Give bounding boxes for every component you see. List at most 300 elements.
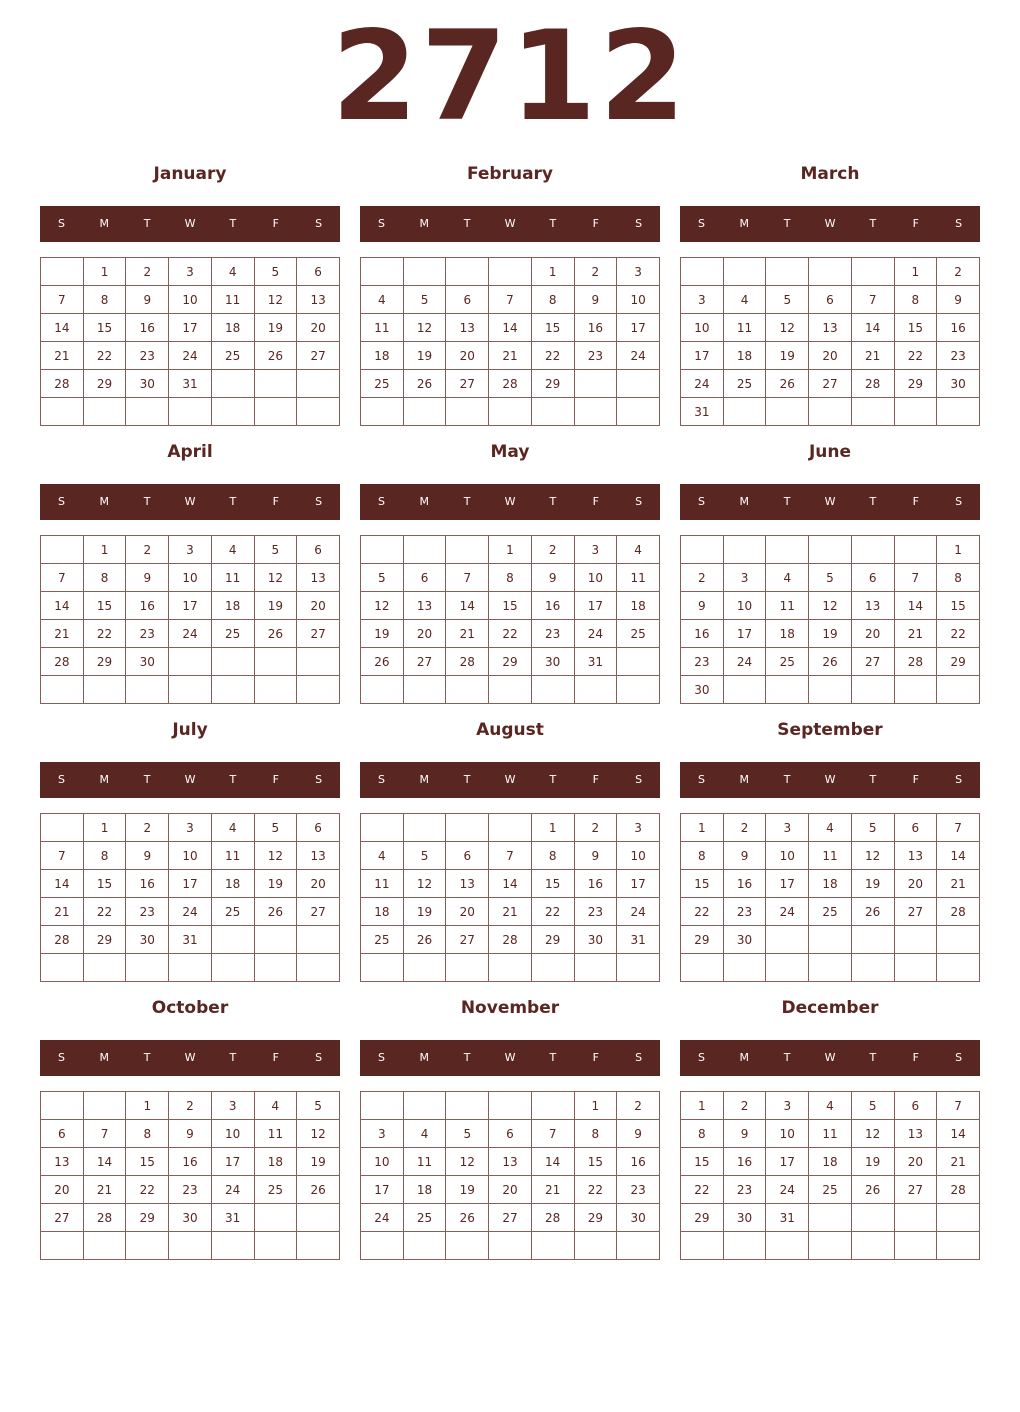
weekday-label: S <box>57 495 65 508</box>
day-cell <box>297 954 340 982</box>
week-row <box>681 1176 980 1204</box>
week-row <box>41 814 340 842</box>
day-cell <box>254 1204 297 1232</box>
day-cell: 27 <box>403 648 446 676</box>
day-cell: 13 <box>809 314 852 342</box>
day-cell <box>809 1204 852 1232</box>
day-cell: 26 <box>766 370 809 398</box>
day-cell: 13 <box>403 592 446 620</box>
day-cell: 8 <box>681 842 724 870</box>
week-row <box>681 648 980 676</box>
week-row <box>361 898 660 926</box>
day-cell: 23 <box>574 342 617 370</box>
day-cell: 30 <box>937 370 980 398</box>
day-cell: 22 <box>126 1176 169 1204</box>
weekday-label: S <box>697 495 705 508</box>
week-row <box>361 370 660 398</box>
month-november <box>360 993 660 1225</box>
week-row <box>41 398 340 426</box>
day-cell: 29 <box>126 1204 169 1232</box>
week-row <box>361 258 660 286</box>
day-cell: 7 <box>894 564 937 592</box>
day-cell: 3 <box>766 1092 809 1120</box>
day-cell <box>126 954 169 982</box>
day-cell: 18 <box>766 620 809 648</box>
day-cell <box>446 398 489 426</box>
week-row <box>681 676 980 704</box>
day-cell: 6 <box>297 258 340 286</box>
day-cell: 10 <box>766 1120 809 1148</box>
day-cell: 24 <box>723 648 766 676</box>
day-grid <box>40 535 340 704</box>
weekday-label: T <box>549 495 557 508</box>
week-row <box>361 564 660 592</box>
day-cell: 29 <box>489 648 532 676</box>
week-row <box>681 1148 980 1176</box>
day-cell: 4 <box>254 1092 297 1120</box>
day-cell: 3 <box>617 814 660 842</box>
day-cell: 13 <box>851 592 894 620</box>
day-cell: 3 <box>211 1092 254 1120</box>
day-cell: 17 <box>169 870 212 898</box>
day-cell <box>489 258 532 286</box>
day-cell: 29 <box>681 1204 724 1232</box>
weekday-label: T <box>783 217 791 230</box>
day-cell <box>403 398 446 426</box>
weekday-label: W <box>184 773 196 786</box>
week-row <box>361 314 660 342</box>
day-cell: 16 <box>126 870 169 898</box>
weekday-label: S <box>635 217 643 230</box>
day-cell: 18 <box>403 1176 446 1204</box>
day-cell: 15 <box>83 592 126 620</box>
day-grid <box>680 1091 980 1260</box>
day-cell <box>126 1232 169 1260</box>
day-cell <box>894 398 937 426</box>
day-cell: 23 <box>574 898 617 926</box>
weekday-header <box>40 762 340 798</box>
weekday-label: W <box>504 1051 516 1064</box>
week-row <box>41 370 340 398</box>
day-cell: 8 <box>83 842 126 870</box>
day-cell: 13 <box>41 1148 84 1176</box>
weekday-label: T <box>783 1051 791 1064</box>
weekday-label: W <box>184 217 196 230</box>
weekday-label: T <box>463 773 471 786</box>
day-cell: 20 <box>297 592 340 620</box>
day-cell <box>681 954 724 982</box>
weekday-label: T <box>143 1051 151 1064</box>
day-cell: 21 <box>41 898 84 926</box>
day-cell: 22 <box>83 620 126 648</box>
weekday-header <box>680 1040 980 1076</box>
weekday-label: W <box>184 1051 196 1064</box>
day-cell: 8 <box>83 564 126 592</box>
day-cell <box>297 1232 340 1260</box>
day-cell: 1 <box>681 814 724 842</box>
day-cell: 17 <box>766 1148 809 1176</box>
weekday-label: F <box>272 1051 279 1064</box>
day-grid <box>360 535 660 704</box>
day-cell: 17 <box>617 314 660 342</box>
day-cell <box>851 398 894 426</box>
day-cell: 21 <box>41 620 84 648</box>
day-cell: 6 <box>297 536 340 564</box>
day-cell: 5 <box>361 564 404 592</box>
month-name: November <box>460 998 560 1018</box>
day-cell <box>211 926 254 954</box>
day-cell: 10 <box>169 286 212 314</box>
day-cell: 4 <box>361 286 404 314</box>
day-cell: 14 <box>489 870 532 898</box>
day-cell: 24 <box>169 342 212 370</box>
day-cell: 12 <box>297 1120 340 1148</box>
day-cell <box>894 954 937 982</box>
day-cell: 5 <box>297 1092 340 1120</box>
day-cell: 12 <box>446 1148 489 1176</box>
weekday-label: T <box>783 773 791 786</box>
day-cell: 11 <box>403 1148 446 1176</box>
day-cell: 28 <box>937 898 980 926</box>
day-cell: 20 <box>851 620 894 648</box>
day-cell: 29 <box>83 926 126 954</box>
week-row <box>41 648 340 676</box>
day-cell: 5 <box>446 1120 489 1148</box>
day-cell: 1 <box>83 258 126 286</box>
weekday-label: S <box>377 1051 385 1064</box>
day-cell: 10 <box>766 842 809 870</box>
week-row <box>41 592 340 620</box>
weekday-label: T <box>869 1051 877 1064</box>
day-cell: 3 <box>723 564 766 592</box>
month-september <box>680 715 980 947</box>
day-cell <box>894 926 937 954</box>
day-cell: 26 <box>403 370 446 398</box>
week-row <box>41 1092 340 1120</box>
weekday-label: S <box>635 773 643 786</box>
day-cell <box>403 258 446 286</box>
day-cell <box>617 954 660 982</box>
day-cell: 15 <box>531 870 574 898</box>
day-cell: 3 <box>169 814 212 842</box>
weekday-label: T <box>463 1051 471 1064</box>
week-row <box>361 1176 660 1204</box>
day-cell <box>851 1232 894 1260</box>
day-cell: 20 <box>446 342 489 370</box>
day-cell: 28 <box>446 648 489 676</box>
day-cell <box>126 676 169 704</box>
day-cell: 25 <box>254 1176 297 1204</box>
day-cell: 9 <box>574 842 617 870</box>
day-cell: 25 <box>211 342 254 370</box>
weekday-label: S <box>955 773 963 786</box>
day-cell: 5 <box>851 814 894 842</box>
week-row <box>361 648 660 676</box>
day-cell: 12 <box>254 286 297 314</box>
week-row <box>41 1176 340 1204</box>
day-cell: 10 <box>574 564 617 592</box>
weekday-label: S <box>315 773 323 786</box>
day-cell: 6 <box>489 1120 532 1148</box>
week-row <box>681 370 980 398</box>
weekday-label: S <box>697 1051 705 1064</box>
day-cell <box>489 676 532 704</box>
day-cell: 29 <box>531 926 574 954</box>
day-cell: 1 <box>681 1092 724 1120</box>
day-cell: 15 <box>574 1148 617 1176</box>
week-row <box>681 564 980 592</box>
day-cell: 7 <box>83 1120 126 1148</box>
day-cell: 29 <box>83 370 126 398</box>
month-name: January <box>153 164 227 184</box>
day-cell <box>531 676 574 704</box>
month-january <box>40 159 340 391</box>
week-row <box>681 898 980 926</box>
day-cell <box>489 954 532 982</box>
week-row <box>681 926 980 954</box>
weekday-label: S <box>697 217 705 230</box>
day-cell: 9 <box>126 564 169 592</box>
day-grid <box>40 1091 340 1260</box>
day-cell: 27 <box>809 370 852 398</box>
weekday-label: S <box>635 495 643 508</box>
day-cell: 15 <box>126 1148 169 1176</box>
weekday-label: S <box>955 495 963 508</box>
day-cell: 22 <box>83 342 126 370</box>
day-cell <box>617 1232 660 1260</box>
day-cell <box>211 676 254 704</box>
day-cell: 24 <box>617 898 660 926</box>
day-cell: 4 <box>403 1120 446 1148</box>
weekday-label: F <box>592 773 599 786</box>
day-cell <box>126 398 169 426</box>
day-cell: 23 <box>126 342 169 370</box>
day-cell: 26 <box>851 1176 894 1204</box>
day-cell: 27 <box>41 1204 84 1232</box>
day-cell: 7 <box>489 842 532 870</box>
day-cell: 8 <box>489 564 532 592</box>
day-cell: 19 <box>851 870 894 898</box>
day-cell: 14 <box>83 1148 126 1176</box>
week-row <box>41 870 340 898</box>
day-cell <box>403 1232 446 1260</box>
day-cell: 17 <box>169 314 212 342</box>
week-row <box>41 564 340 592</box>
weekday-label: S <box>315 495 323 508</box>
day-cell <box>766 398 809 426</box>
day-cell <box>617 676 660 704</box>
day-cell: 8 <box>531 842 574 870</box>
day-cell <box>297 648 340 676</box>
day-cell: 24 <box>766 898 809 926</box>
week-row <box>681 286 980 314</box>
day-cell: 9 <box>617 1120 660 1148</box>
week-row <box>361 676 660 704</box>
day-cell: 15 <box>937 592 980 620</box>
day-cell: 6 <box>446 842 489 870</box>
day-cell: 8 <box>126 1120 169 1148</box>
day-cell: 15 <box>489 592 532 620</box>
day-cell: 21 <box>894 620 937 648</box>
day-cell: 10 <box>723 592 766 620</box>
day-cell: 2 <box>574 814 617 842</box>
day-cell: 26 <box>254 620 297 648</box>
day-cell <box>723 954 766 982</box>
weekday-label: M <box>739 217 750 230</box>
week-row <box>41 1232 340 1260</box>
week-row <box>41 342 340 370</box>
day-cell: 30 <box>169 1204 212 1232</box>
weekday-label: T <box>549 773 557 786</box>
day-cell: 19 <box>766 342 809 370</box>
day-cell: 19 <box>851 1148 894 1176</box>
day-cell: 19 <box>403 898 446 926</box>
day-cell: 19 <box>254 592 297 620</box>
day-cell: 5 <box>254 536 297 564</box>
day-cell <box>403 954 446 982</box>
day-cell <box>254 1232 297 1260</box>
day-cell: 3 <box>617 258 660 286</box>
weekday-label: S <box>955 217 963 230</box>
weekday-label: T <box>549 1051 557 1064</box>
day-cell: 21 <box>446 620 489 648</box>
day-cell: 3 <box>361 1120 404 1148</box>
day-cell: 5 <box>809 564 852 592</box>
day-cell: 5 <box>403 842 446 870</box>
day-cell <box>297 398 340 426</box>
day-cell <box>809 954 852 982</box>
week-row <box>681 1092 980 1120</box>
weekday-label: F <box>592 217 599 230</box>
week-row <box>361 398 660 426</box>
day-cell: 14 <box>894 592 937 620</box>
day-cell <box>403 536 446 564</box>
day-grid <box>360 1091 660 1260</box>
weekday-label: S <box>697 773 705 786</box>
weekday-label: W <box>504 773 516 786</box>
day-cell <box>851 676 894 704</box>
week-row <box>41 954 340 982</box>
day-cell: 13 <box>297 842 340 870</box>
weekday-label: F <box>272 495 279 508</box>
day-cell <box>211 1232 254 1260</box>
day-cell: 20 <box>809 342 852 370</box>
day-cell: 2 <box>126 258 169 286</box>
weekday-label: W <box>824 773 836 786</box>
day-cell <box>937 926 980 954</box>
day-cell: 24 <box>766 1176 809 1204</box>
month-name: December <box>781 998 879 1018</box>
day-cell: 16 <box>169 1148 212 1176</box>
day-cell <box>851 926 894 954</box>
day-cell: 13 <box>489 1148 532 1176</box>
day-cell: 7 <box>531 1120 574 1148</box>
day-cell <box>446 954 489 982</box>
weekday-label: S <box>635 1051 643 1064</box>
day-cell: 13 <box>446 314 489 342</box>
day-cell: 7 <box>446 564 489 592</box>
day-cell: 18 <box>211 314 254 342</box>
day-cell: 19 <box>361 620 404 648</box>
day-cell <box>937 1204 980 1232</box>
day-cell: 10 <box>169 564 212 592</box>
day-cell: 3 <box>169 258 212 286</box>
weekday-label: M <box>419 773 430 786</box>
day-cell: 31 <box>169 926 212 954</box>
weekday-header <box>360 762 660 798</box>
day-cell <box>937 954 980 982</box>
day-cell <box>361 676 404 704</box>
day-cell <box>851 954 894 982</box>
day-cell: 12 <box>766 314 809 342</box>
day-cell: 24 <box>574 620 617 648</box>
day-cell: 2 <box>937 258 980 286</box>
weekday-header <box>40 484 340 520</box>
day-cell: 23 <box>169 1176 212 1204</box>
day-cell: 31 <box>211 1204 254 1232</box>
week-row <box>41 1148 340 1176</box>
day-cell: 4 <box>617 536 660 564</box>
day-cell: 26 <box>297 1176 340 1204</box>
day-cell: 11 <box>809 1120 852 1148</box>
day-grid <box>680 535 980 704</box>
weekday-label: F <box>592 495 599 508</box>
day-cell <box>169 954 212 982</box>
week-row <box>681 870 980 898</box>
day-cell: 18 <box>723 342 766 370</box>
day-cell: 11 <box>809 842 852 870</box>
day-cell: 21 <box>489 898 532 926</box>
day-cell <box>894 1232 937 1260</box>
day-cell <box>446 1092 489 1120</box>
day-cell <box>361 954 404 982</box>
day-cell <box>809 676 852 704</box>
day-cell: 11 <box>211 842 254 870</box>
day-cell: 9 <box>169 1120 212 1148</box>
day-cell <box>446 1232 489 1260</box>
day-cell: 5 <box>254 814 297 842</box>
week-row <box>681 842 980 870</box>
day-cell <box>169 398 212 426</box>
day-cell <box>211 398 254 426</box>
day-cell: 23 <box>681 648 724 676</box>
day-cell: 4 <box>723 286 766 314</box>
day-cell: 12 <box>809 592 852 620</box>
day-cell: 19 <box>297 1148 340 1176</box>
week-row <box>41 926 340 954</box>
day-cell: 12 <box>254 564 297 592</box>
day-cell <box>41 954 84 982</box>
day-cell: 11 <box>723 314 766 342</box>
day-cell <box>297 370 340 398</box>
day-cell: 27 <box>489 1204 532 1232</box>
day-cell: 7 <box>489 286 532 314</box>
day-cell <box>851 536 894 564</box>
day-cell: 24 <box>169 898 212 926</box>
day-cell <box>361 814 404 842</box>
day-cell: 24 <box>211 1176 254 1204</box>
weekday-header <box>680 762 980 798</box>
day-cell: 20 <box>489 1176 532 1204</box>
week-row <box>361 954 660 982</box>
day-cell <box>766 1232 809 1260</box>
day-cell: 9 <box>723 1120 766 1148</box>
weekday-label: W <box>824 495 836 508</box>
day-cell: 15 <box>681 1148 724 1176</box>
day-cell <box>681 258 724 286</box>
day-cell: 25 <box>403 1204 446 1232</box>
weekday-label: T <box>229 495 237 508</box>
